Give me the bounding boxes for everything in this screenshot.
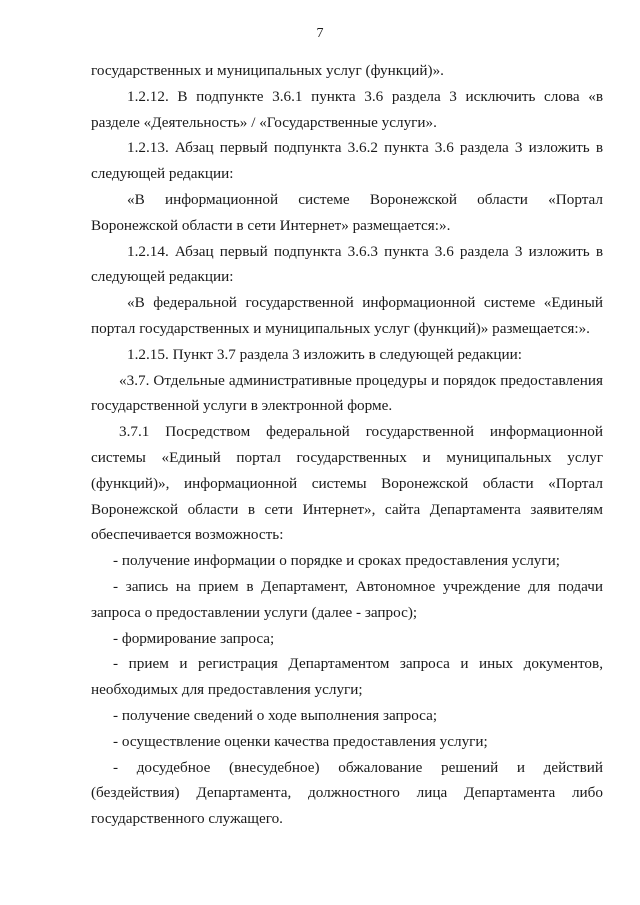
page-number: 7 bbox=[316, 26, 324, 41]
paragraph-1-2-15: 1.2.15. Пункт 3.7 раздела 3 изложить в следующей редакции: bbox=[127, 345, 523, 363]
paragraph-quote-portal: «В информационной системе Воронежской области «Портал Воронежской области в сети Интернет» размещается:». bbox=[91, 190, 603, 234]
list-item-status: - получение сведений о ходе выполнения запроса; bbox=[113, 706, 438, 724]
paragraph-1-2-12: 1.2.12. В подпункте 3.6.1 пункта 3.6 раздела 3 исключить слова «в разделе «Деятельность» / «Государственные услуги». bbox=[91, 87, 603, 131]
paragraph-continuation: государственных и муниципальных услуг (функций)». bbox=[91, 62, 444, 79]
list-item-request-forming: - формирование запроса; bbox=[113, 629, 275, 647]
list-item-appeal: - досудебное (внесудебное) обжалование решений и действий (бездействия) Департамента, должностного лица Департамента либо государственного служащего. bbox=[91, 758, 603, 828]
list-item-registration: - прием и регистрация Департаментом запроса и иных документов, необходимых для предоставления услуги; bbox=[91, 655, 603, 699]
paragraph-3-7: «3.7. Отдельные административные процедуры и порядок предоставления государственной услуги в электронной форме. bbox=[91, 371, 603, 415]
list-item-info: - получение информации о порядке и сроках предоставления услуги; bbox=[113, 552, 560, 570]
list-item-quality: - осуществление оценки качества предоставления услуги; bbox=[113, 732, 488, 750]
list-item-appointment: - запись на прием в Департамент, Автономное учреждение для подачи запроса о предоставлении услуги (далее - запрос); bbox=[91, 577, 603, 621]
paragraph-1-2-14: 1.2.14. Абзац первый подпункта 3.6.3 пункта 3.6 раздела 3 изложить в следующей редакции: bbox=[91, 242, 603, 286]
paragraph-quote-epgu: «В федеральной государственной информационной системе «Единый портал государственных и муниципальных услуг (функций)» размещается:». bbox=[91, 294, 603, 337]
paragraph-1-2-13: 1.2.13. Абзац первый подпункта 3.6.2 пункта 3.6 раздела 3 изложить в следующей редакции: bbox=[91, 139, 603, 183]
document-body bbox=[91, 58, 603, 832]
paragraph-3-7-1: 3.7.1 Посредством федеральной государственной информационной системы «Единый портал государственных и муниципальных услуг (функций)», информационной системы Воронежской области «Портал Воронежской области в сети Интернет», сайта Департамента заявителям обеспечивается возможность: bbox=[91, 423, 603, 544]
